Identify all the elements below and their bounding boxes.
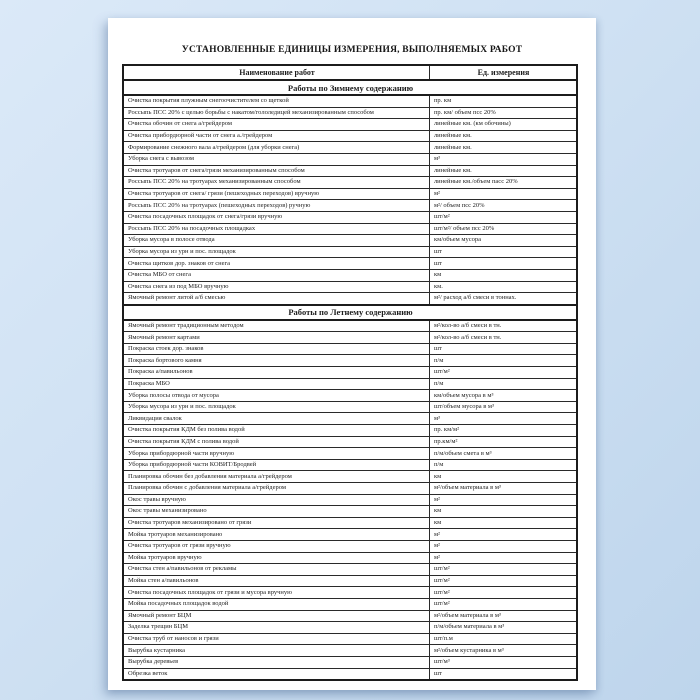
column-header-works: Наименование работ: [123, 65, 429, 80]
work-name-cell: Ямочный ремонт традиционным методом: [123, 320, 429, 332]
table-row: [123, 235, 577, 247]
table-row: [123, 610, 577, 622]
unit-cell: м²: [429, 552, 577, 564]
table-row: [123, 598, 577, 610]
work-name-cell: Очистка тротуаров механизировано от грязи: [123, 517, 429, 529]
table-row: [123, 529, 577, 541]
work-name-cell: Очистка прибордюрной части от снега а./грейдером: [123, 130, 429, 142]
table-row: [123, 401, 577, 413]
unit-cell: км.: [429, 281, 577, 293]
table-row: [123, 378, 577, 390]
unit-cell: пр. км/м²: [429, 425, 577, 437]
work-name-cell: Очистка тротуаров от снега/ грязи (пешеходных переходов) вручную: [123, 188, 429, 200]
table-row: [123, 506, 577, 518]
work-name-cell: Россыпь ПСС 20% с целью борьбы с накатом/гололедицей механизированным способом: [123, 107, 429, 119]
work-name-cell: Очистка покрытия КДМ с полива водой: [123, 436, 429, 448]
unit-cell: п/м: [429, 459, 577, 471]
unit-cell: м²/объем кустарника в м³: [429, 645, 577, 657]
table-row: [123, 668, 577, 680]
work-name-cell: Покраска а/павильонов: [123, 367, 429, 379]
unit-cell: шт/м²/ объем псс 20%: [429, 223, 577, 235]
work-name-cell: Планировка обочин без добавления материала а/грейдером: [123, 471, 429, 483]
document-page: [108, 18, 596, 690]
work-name-cell: Уборка мусора из урн и пос. площадок: [123, 401, 429, 413]
table-row: [123, 165, 577, 177]
work-name-cell: Уборка прибордюрной части КОВИТ/Бродвей: [123, 459, 429, 471]
table-row: [123, 177, 577, 189]
work-name-cell: Очистка снега из под МБО вручную: [123, 281, 429, 293]
unit-cell: линейные км. (км обочины): [429, 119, 577, 131]
unit-cell: пр. км: [429, 95, 577, 107]
work-name-cell: Формирование снежного вала а/грейдером (для уборки снега): [123, 142, 429, 154]
unit-cell: п/м: [429, 355, 577, 367]
table-row: [123, 656, 577, 668]
table-row: [123, 258, 577, 270]
work-name-cell: Очистка труб от наносов и грязи: [123, 633, 429, 645]
unit-cell: км: [429, 269, 577, 281]
work-name-cell: Мойка тротуаров механизировано: [123, 529, 429, 541]
table-row: [123, 153, 577, 165]
work-name-cell: Мойка стен а/павильонов: [123, 575, 429, 587]
unit-cell: шт/м²: [429, 587, 577, 599]
work-name-cell: Окос травы вручную: [123, 494, 429, 506]
unit-cell: шт: [429, 668, 577, 680]
unit-cell: шт: [429, 246, 577, 258]
table-row: [123, 320, 577, 332]
table-row: [123, 390, 577, 402]
work-name-cell: Окос травы механизировано: [123, 506, 429, 518]
work-name-cell: Очистка стен а/павильонов от рекламы: [123, 564, 429, 576]
unit-cell: п/м: [429, 378, 577, 390]
table-row: [123, 436, 577, 448]
work-name-cell: Очистка посадочных площадок от снега/грязи вручную: [123, 211, 429, 223]
unit-cell: м²/ объем псс 20%: [429, 200, 577, 212]
work-name-cell: Планировка обочин с добавления материала а/грейдером: [123, 483, 429, 495]
unit-cell: м²/объем материала в м³: [429, 483, 577, 495]
table-row: [123, 332, 577, 344]
work-name-cell: Обрезка веток: [123, 668, 429, 680]
work-name-cell: Россыпь ПСС 20% на тротуарах механизированным способом: [123, 177, 429, 189]
work-name-cell: Мойка тротуаров вручную: [123, 552, 429, 564]
unit-cell: км/объем мусора в м³: [429, 390, 577, 402]
table-row: [123, 448, 577, 460]
unit-cell: шт: [429, 258, 577, 270]
table-row: [123, 119, 577, 131]
work-name-cell: Ямочный ремонт БЦМ: [123, 610, 429, 622]
unit-cell: км: [429, 517, 577, 529]
unit-cell: п/м/объем материала в м³: [429, 622, 577, 634]
section-title: Работы по Летнему содержанию: [123, 305, 577, 320]
unit-cell: м²/кол-во а/б смеси в тн.: [429, 320, 577, 332]
work-name-cell: Покраска МБО: [123, 378, 429, 390]
unit-cell: км: [429, 471, 577, 483]
work-name-cell: Очистка тротуаров от грязи вручную: [123, 540, 429, 552]
unit-cell: шт/м²: [429, 564, 577, 576]
table-row: [123, 425, 577, 437]
table-row: [123, 494, 577, 506]
work-name-cell: Вырубка кустарника: [123, 645, 429, 657]
table-row: [123, 645, 577, 657]
unit-cell: п/м/объем смета в м³: [429, 448, 577, 460]
work-name-cell: Очистка щитков дор. знаков от снега: [123, 258, 429, 270]
unit-cell: м²: [429, 494, 577, 506]
unit-cell: шт/м²: [429, 598, 577, 610]
work-name-cell: Уборка мусора из урн и пос. площадок: [123, 246, 429, 258]
section-title: Работы по Зимнему содержанию: [123, 80, 577, 95]
work-name-cell: Ямочный ремонт картами: [123, 332, 429, 344]
table-row: [123, 575, 577, 587]
work-name-cell: Вырубка деревьев: [123, 656, 429, 668]
table-row: [123, 281, 577, 293]
unit-cell: шт/п.м: [429, 633, 577, 645]
table-row: [123, 367, 577, 379]
work-name-cell: Очистка посадочных площадок от грязи и мусора вручную: [123, 587, 429, 599]
table-row: [123, 459, 577, 471]
table-row: [123, 223, 577, 235]
table-row: [123, 142, 577, 154]
table-row: [123, 564, 577, 576]
work-name-cell: Россыпь ПСС 20% на посадочных площадках: [123, 223, 429, 235]
unit-cell: м³: [429, 413, 577, 425]
units-table-body: [123, 80, 577, 680]
work-name-cell: Покраска бортового камня: [123, 355, 429, 367]
unit-cell: шт/объем мусора в м³: [429, 401, 577, 413]
work-name-cell: Уборка снега с вывозом: [123, 153, 429, 165]
document-title: УСТАНОВЛЕННЫЕ ЕДИНИЦЫ ИЗМЕРЕНИЯ, ВЫПОЛНЯЕМЫХ РАБОТ: [181, 45, 523, 55]
work-name-cell: Россыпь ПСС 20% на тротуарах (пешеходных переходов) ручную: [123, 200, 429, 212]
unit-cell: м²/ расход а/б смеси в тоннах.: [429, 293, 577, 305]
work-name-cell: Заделка трещин БЦМ: [123, 622, 429, 634]
table-row: [123, 483, 577, 495]
table-row: [123, 471, 577, 483]
work-name-cell: Покраска стоек дор. знаков: [123, 343, 429, 355]
table-row: [123, 540, 577, 552]
section-header-row: [123, 80, 577, 95]
work-name-cell: Мойка посадочных площадок водой: [123, 598, 429, 610]
table-row: [123, 355, 577, 367]
table-row: [123, 269, 577, 281]
table-row: [123, 552, 577, 564]
unit-cell: шт/м³: [429, 656, 577, 668]
unit-cell: м²/объем материала в м³: [429, 610, 577, 622]
table-row: [123, 246, 577, 258]
unit-cell: пр.км/м²: [429, 436, 577, 448]
unit-cell: линейные км.: [429, 165, 577, 177]
table-row: [123, 517, 577, 529]
unit-cell: линейные км.: [429, 142, 577, 154]
table-row: [123, 587, 577, 599]
table-row: [123, 622, 577, 634]
work-name-cell: Уборка прибордюрной части вручную: [123, 448, 429, 460]
table-row: [123, 95, 577, 107]
section-header-row: [123, 305, 577, 320]
table-row: [123, 633, 577, 645]
work-name-cell: Ликвидация свалок: [123, 413, 429, 425]
unit-cell: шт/м²: [429, 211, 577, 223]
column-header-unit: Ед. измерения: [429, 65, 577, 80]
work-name-cell: Уборка мусора в полосе отвода: [123, 235, 429, 247]
unit-cell: м²/кол-во а/б смеси в тн.: [429, 332, 577, 344]
unit-cell: м²: [429, 188, 577, 200]
work-name-cell: Очистка МБО от снега: [123, 269, 429, 281]
table-row: [123, 343, 577, 355]
table-row: [123, 130, 577, 142]
unit-cell: м²: [429, 540, 577, 552]
work-name-cell: Уборка полосы отвода от мусора: [123, 390, 429, 402]
work-name-cell: Очистка покрытия плужным снегоочистителем со щеткой: [123, 95, 429, 107]
unit-cell: линейные км./объем пасс 20%: [429, 177, 577, 189]
work-name-cell: Очистка тротуаров от снега/грязи механизированным способом: [123, 165, 429, 177]
table-row: [123, 188, 577, 200]
table-row: [123, 413, 577, 425]
table-row: [123, 293, 577, 305]
table-row: [123, 107, 577, 119]
work-name-cell: Ямочный ремонт литой а/б смесью: [123, 293, 429, 305]
work-name-cell: Очистка покрытия КДМ без полива водой: [123, 425, 429, 437]
unit-cell: км: [429, 506, 577, 518]
unit-cell: пр. км/ объем псс 20%: [429, 107, 577, 119]
unit-cell: шт/м²: [429, 367, 577, 379]
unit-cell: шт/м²: [429, 575, 577, 587]
table-row: [123, 211, 577, 223]
units-table: [122, 64, 578, 681]
unit-cell: шт: [429, 343, 577, 355]
unit-cell: м³: [429, 153, 577, 165]
unit-cell: м²: [429, 529, 577, 541]
work-name-cell: Очистка обочин от снега а/грейдером: [123, 119, 429, 131]
unit-cell: линейные км.: [429, 130, 577, 142]
unit-cell: км/объем мусора: [429, 235, 577, 247]
table-row: [123, 200, 577, 212]
table-header-row: [123, 65, 577, 80]
